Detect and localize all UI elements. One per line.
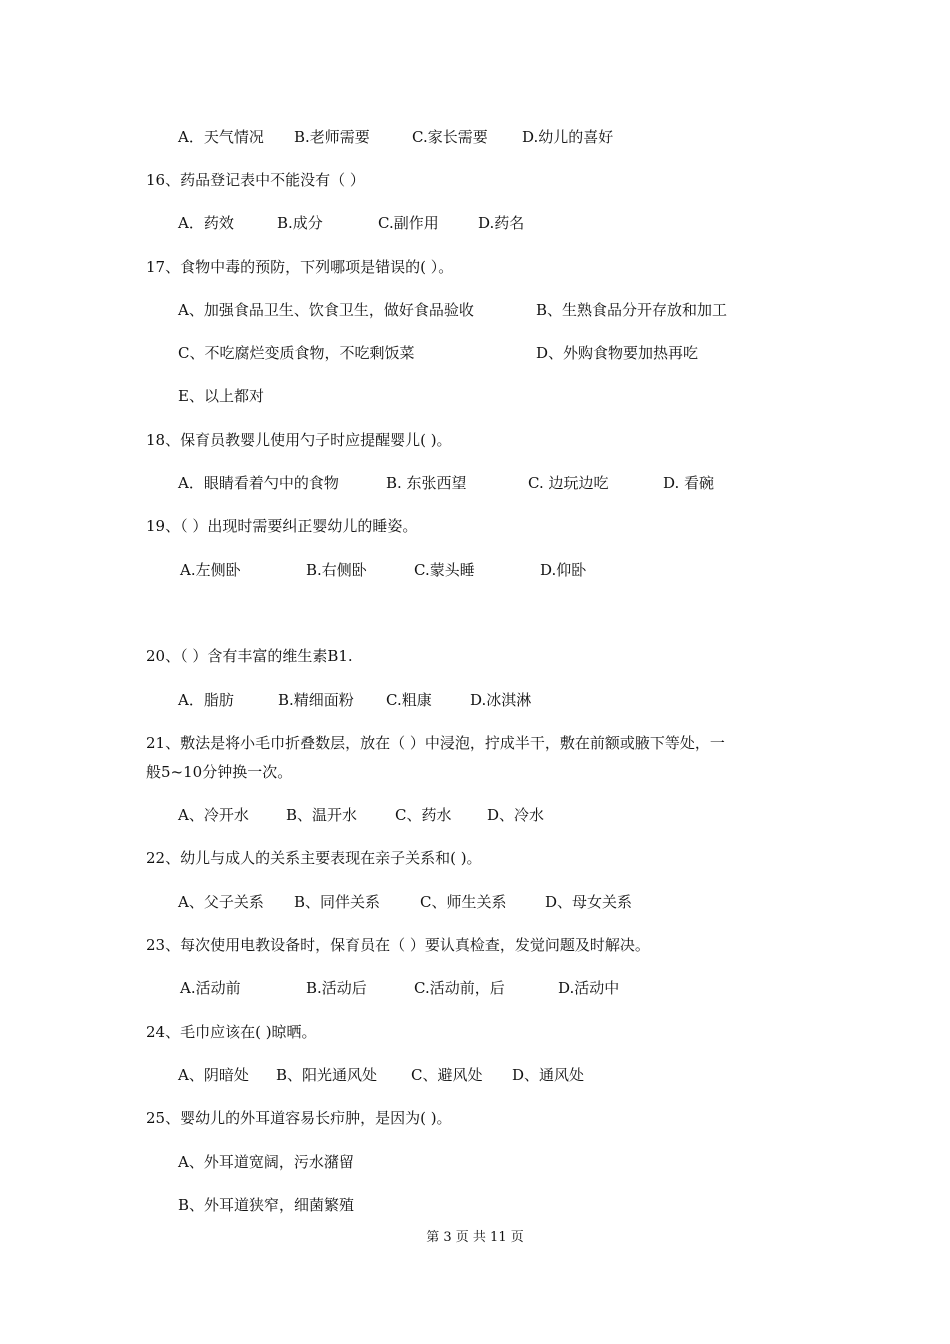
q15-option-d: D.幼儿的喜好	[522, 128, 614, 146]
q21-stem-line1: 21、敷法是将小毛巾折叠数层，放在（ ）中浸泡，拧成半干，敷在前额或腋下等处，一	[146, 734, 725, 752]
q16-option-c: C.副作用	[378, 214, 439, 232]
q18-option-d: D. 看碗	[663, 474, 715, 492]
q22-option-d: D、母女关系	[545, 893, 633, 911]
q25-stem: 25、婴幼儿的外耳道容易长疖肿，是因为( )。	[146, 1109, 452, 1127]
q19-option-b: B.右侧卧	[306, 561, 367, 579]
q22-stem: 22、幼儿与成人的关系主要表现在亲子关系和( )。	[146, 849, 482, 867]
q17-option-a: A、加强食品卫生、饮食卫生，做好食品验收	[178, 301, 474, 319]
q17-option-b: B、生熟食品分开存放和加工	[536, 301, 728, 319]
q21-option-d: D、冷水	[487, 806, 545, 824]
q22-option-c: C、师生关系	[420, 893, 507, 911]
q23-option-c: C.活动前，后	[414, 979, 505, 997]
q17-option-d: D、外购食物要加热再吃	[536, 344, 699, 362]
q17-option-c: C、不吃腐烂变质食物，不吃剩饭菜	[178, 344, 415, 362]
q20-option-b: B.精细面粉	[278, 691, 354, 709]
q24-stem: 24、毛巾应该在( )晾晒。	[146, 1023, 317, 1041]
q23-option-b: B.活动后	[306, 979, 367, 997]
q18-option-c: C. 边玩边吃	[528, 474, 609, 492]
q24-option-b: B、阳光通风处	[276, 1066, 378, 1084]
q25-option-a: A、外耳道宽阔，污水潴留	[178, 1153, 354, 1171]
q20-option-c: C.粗康	[386, 691, 432, 709]
q24-option-a: A、阴暗处	[178, 1066, 249, 1084]
q19-option-c: C.蒙头睡	[414, 561, 475, 579]
q21-stem-line2: 般5~10分钟换一次。	[146, 763, 293, 781]
q25-option-b: B、外耳道狭窄，细菌繁殖	[178, 1196, 355, 1214]
q20-option-a: A．脂肪	[178, 691, 234, 709]
q21-option-b: B、温开水	[286, 806, 358, 824]
q23-option-d: D.活动中	[558, 979, 620, 997]
q18-option-b: B. 东张西望	[386, 474, 467, 492]
q21-option-c: C、药水	[395, 806, 452, 824]
q19-option-a: A.左侧卧	[180, 561, 241, 579]
q24-option-c: C、避风处	[411, 1066, 483, 1084]
q16-stem: 16、药品登记表中不能没有（ ）	[146, 171, 365, 189]
q18-stem: 18、保育员教婴儿使用勺子时应提醒婴儿( )。	[146, 431, 452, 449]
page-footer: 第 3 页 共 11 页	[426, 1230, 524, 1245]
q15-option-a: A．天气情况	[178, 128, 264, 146]
q16-option-b: B.成分	[277, 214, 323, 232]
q23-option-a: A.活动前	[180, 979, 241, 997]
q19-option-d: D.仰卧	[540, 561, 587, 579]
q22-option-b: B、同伴关系	[294, 893, 381, 911]
q21-option-a: A、冷开水	[178, 806, 249, 824]
q16-option-d: D.药名	[478, 214, 525, 232]
q20-stem: 20、（ ）含有丰富的维生素B1.	[146, 647, 353, 665]
q17-option-e: E、以上都对	[178, 387, 264, 405]
q15-option-b: B.老师需要	[294, 128, 370, 146]
q19-stem: 19、（ ）出现时需要纠正婴幼儿的睡姿。	[146, 517, 418, 535]
q17-stem: 17、食物中毒的预防，下列哪项是错误的( ）。	[146, 258, 454, 276]
q22-option-a: A、父子关系	[178, 893, 264, 911]
q24-option-d: D、通风处	[512, 1066, 585, 1084]
q16-option-a: A．药效	[178, 214, 234, 232]
q23-stem: 23、每次使用电教设备时，保育员在（ ）要认真检查，发觉问题及时解决。	[146, 936, 650, 954]
q18-option-a: A．眼睛看着勺中的食物	[178, 474, 339, 492]
q15-option-c: C.家长需要	[412, 128, 488, 146]
q20-option-d: D.冰淇淋	[470, 691, 532, 709]
